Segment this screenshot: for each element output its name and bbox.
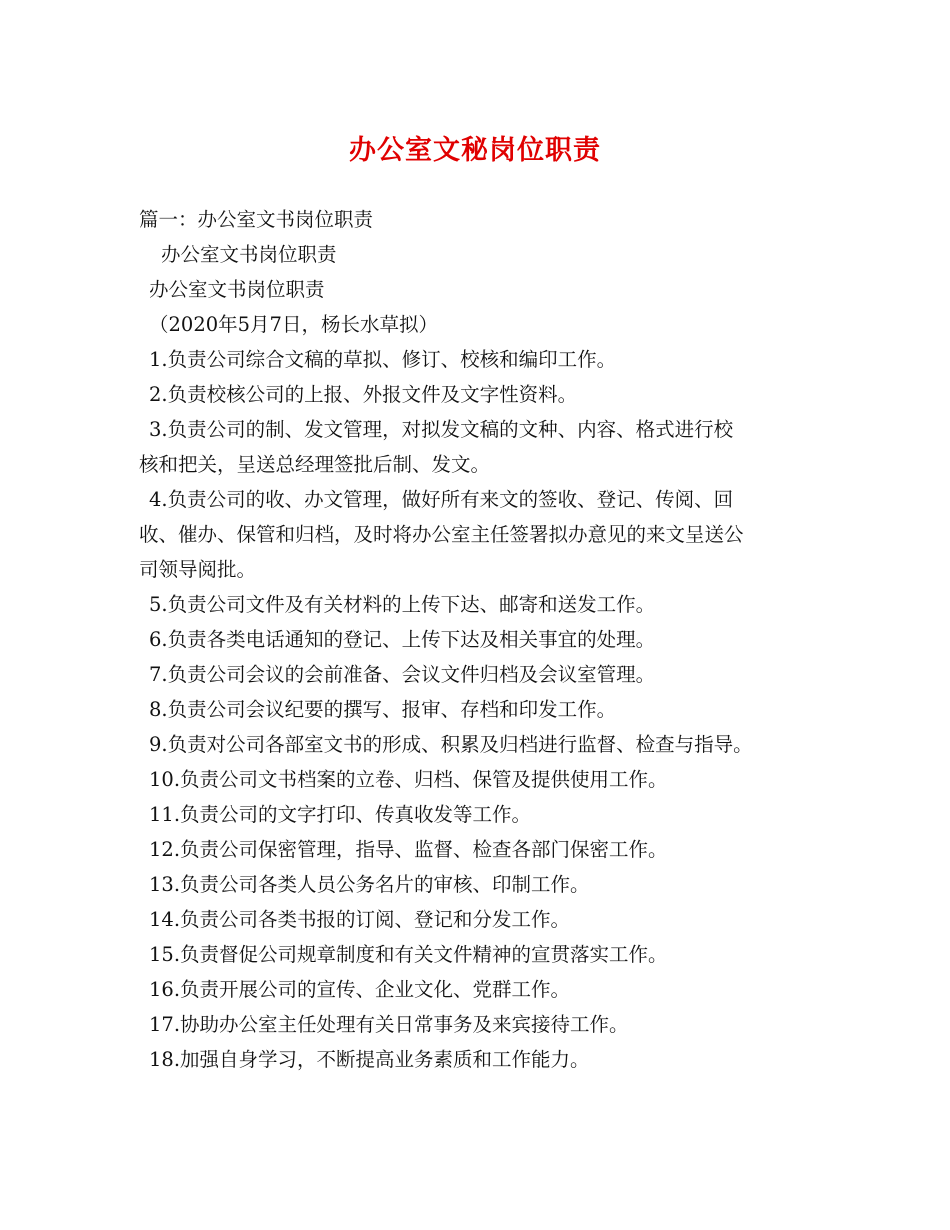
duty-item: 3.负责公司的制、发文管理，对拟发文稿的文种、内容、格式进行校 [149,418,734,441]
duty-item: 12.负责公司保密管理，指导、监督、检查各部门保密工作。 [149,838,668,861]
duty-item: 7.负责公司会议的会前准备、会议文件归档及会议室管理。 [149,663,656,686]
duty-list [139,342,819,1077]
sub-heading-2: 办公室文书岗位职责 [149,278,325,301]
duty-item-continuation: 收、催办、保管和归档，及时将办公室主任签署拟办意见的来文呈送公 [139,523,744,546]
duty-item: 15.负责督促公司规章制度和有关文件精神的宣贯落实工作。 [149,943,668,966]
duty-item: 18.加强自身学习，不断提高业务素质和工作能力。 [149,1048,590,1071]
duty-item: 2.负责校核公司的上报、外报文件及文字性资料。 [149,383,578,406]
duty-item: 16.负责开展公司的宣传、企业文化、党群工作。 [149,978,571,1001]
sub-heading-1: 办公室文书岗位职责 [161,243,337,266]
date-note: （2020年5月7日，杨长水草拟） [149,313,438,336]
duty-item: 8.负责公司会议纪要的撰写、报审、存档和印发工作。 [149,698,617,721]
duty-item-continuation: 核和把关，呈送总经理签批后制、发文。 [139,453,491,476]
duty-item: 9.负责对公司各部室文书的形成、积累及归档进行监督、检查与指导。 [149,733,753,756]
duty-item: 5.负责公司文件及有关材料的上传下达、邮寄和送发工作。 [149,593,656,616]
duty-item: 1.负责公司综合文稿的草拟、修订、校核和编印工作。 [149,348,617,371]
document-body [139,202,819,1077]
duty-item: 10.负责公司文书档案的立卷、归档、保管及提供使用工作。 [149,768,668,791]
duty-item: 13.负责公司各类人员公务名片的审核、印制工作。 [149,873,590,896]
duty-item: 6.负责各类电话通知的登记、上传下达及相关事宜的处理。 [149,628,656,651]
duty-item: 17.协助办公室主任处理有关日常事务及来宾接待工作。 [149,1013,629,1036]
document-title: 办公室文秘岗位职责 [349,135,601,166]
duty-item: 14.负责公司各类书报的订阅、登记和分发工作。 [149,908,571,931]
duty-item: 11.负责公司的文字打印、传真收发等工作。 [149,803,532,826]
section-heading: 篇一：办公室文书岗位职责 [139,208,374,231]
duty-item-continuation: 司领导阅批。 [139,558,257,581]
duty-item: 4.负责公司的收、办文管理，做好所有来文的签收、登记、传阅、回 [149,488,734,511]
